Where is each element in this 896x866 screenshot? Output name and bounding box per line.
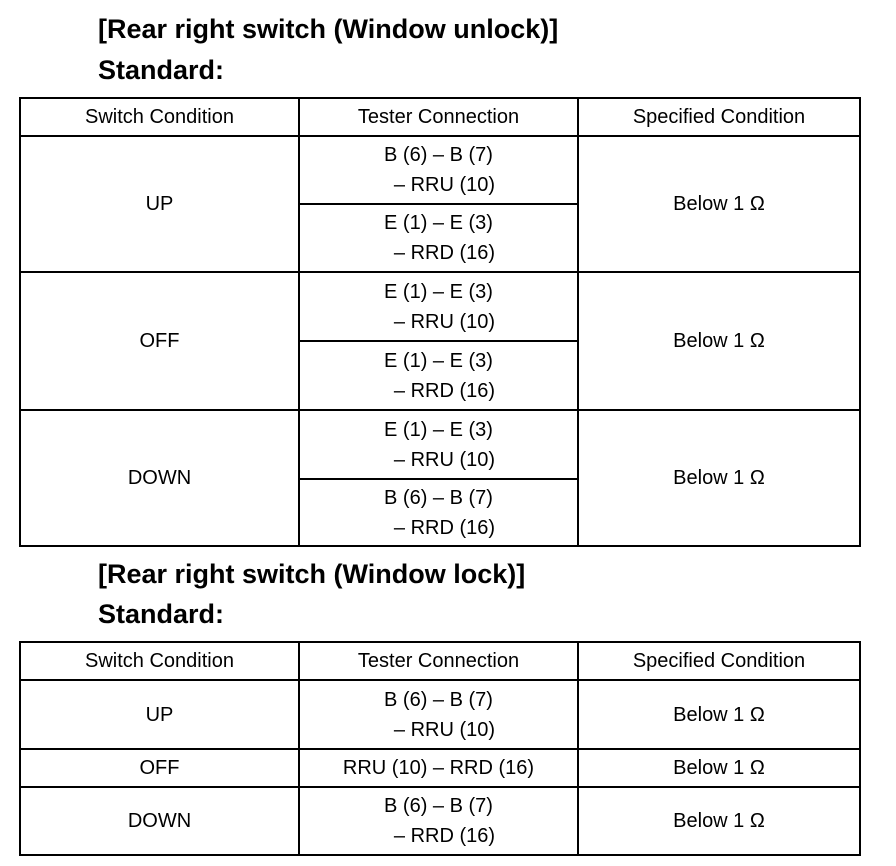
specified-condition-cell: Below 1 Ω bbox=[578, 272, 860, 410]
specified-condition-cell: Below 1 Ω bbox=[578, 680, 860, 749]
table-row bbox=[20, 680, 860, 749]
unlock-spec-table bbox=[19, 97, 861, 547]
section1-title: [Rear right switch (Window unlock)] bbox=[98, 14, 559, 44]
connection-line: – RRU (10) bbox=[393, 310, 496, 333]
switch-condition-cell: DOWN bbox=[20, 410, 299, 546]
switch-condition-cell: UP bbox=[20, 680, 299, 749]
connection-line: B (6) – B (7) bbox=[384, 688, 493, 711]
switch-condition-cell: UP bbox=[20, 136, 299, 272]
switch-condition-cell: OFF bbox=[20, 272, 299, 410]
connection-line: E (1) – E (3) bbox=[384, 280, 493, 303]
section1-subtitle: Standard: bbox=[98, 55, 225, 85]
connection-line: – RRD (16) bbox=[393, 242, 496, 264]
tester-connection-cell bbox=[299, 749, 578, 787]
specified-condition-cell: Below 1 Ω bbox=[578, 787, 860, 855]
lock-spec-table bbox=[19, 641, 861, 856]
connection-line: E (1) – E (3) bbox=[384, 418, 493, 441]
tester-connection-cell bbox=[299, 787, 578, 855]
connection-line: – RRU (10) bbox=[393, 718, 496, 741]
tester-connection-cell bbox=[299, 272, 578, 341]
connection-line: B (6) – B (7) bbox=[384, 486, 493, 509]
table-row bbox=[20, 410, 860, 479]
connection-line: B (6) – B (7) bbox=[384, 795, 493, 817]
specified-condition-cell: Below 1 Ω bbox=[578, 749, 860, 787]
section2-subtitle: Standard: bbox=[98, 599, 225, 629]
connection-line: – RRD (16) bbox=[393, 379, 496, 402]
specified-condition-cell: Below 1 Ω bbox=[578, 410, 860, 546]
tester-connection-cell bbox=[299, 136, 578, 204]
tester-connection-cell bbox=[299, 410, 578, 479]
section2-title: [Rear right switch (Window lock)] bbox=[98, 559, 526, 589]
header-tester-connection: Tester Connection bbox=[299, 98, 578, 136]
header-switch-condition: Switch Condition bbox=[20, 642, 299, 680]
table-row bbox=[20, 272, 860, 341]
table-row bbox=[20, 749, 860, 787]
connection-line: RRU (10) – RRD (16) bbox=[342, 757, 535, 779]
connection-line: E (1) – E (3) bbox=[384, 212, 493, 234]
table-header-row bbox=[20, 98, 860, 136]
specified-condition-cell: Below 1 Ω bbox=[578, 136, 860, 272]
tester-connection-cell bbox=[299, 680, 578, 749]
header-switch-condition: Switch Condition bbox=[20, 98, 299, 136]
connection-line: – RRD (16) bbox=[393, 825, 496, 847]
header-tester-connection: Tester Connection bbox=[299, 642, 578, 680]
switch-condition-cell: DOWN bbox=[20, 787, 299, 855]
table-header-row bbox=[20, 642, 860, 680]
switch-condition-cell: OFF bbox=[20, 749, 299, 787]
connection-line: – RRD (16) bbox=[393, 516, 496, 539]
connection-line: E (1) – E (3) bbox=[384, 349, 493, 372]
tester-connection-cell bbox=[299, 204, 578, 272]
tester-connection-cell bbox=[299, 479, 578, 546]
connection-line: – RRU (10) bbox=[393, 448, 496, 471]
connection-line: B (6) – B (7) bbox=[384, 144, 493, 166]
connection-line: – RRU (10) bbox=[393, 174, 496, 196]
header-specified-condition: Specified Condition bbox=[578, 98, 860, 136]
table-row bbox=[20, 787, 860, 855]
tester-connection-cell bbox=[299, 341, 578, 410]
table-row bbox=[20, 136, 860, 204]
header-specified-condition: Specified Condition bbox=[578, 642, 860, 680]
